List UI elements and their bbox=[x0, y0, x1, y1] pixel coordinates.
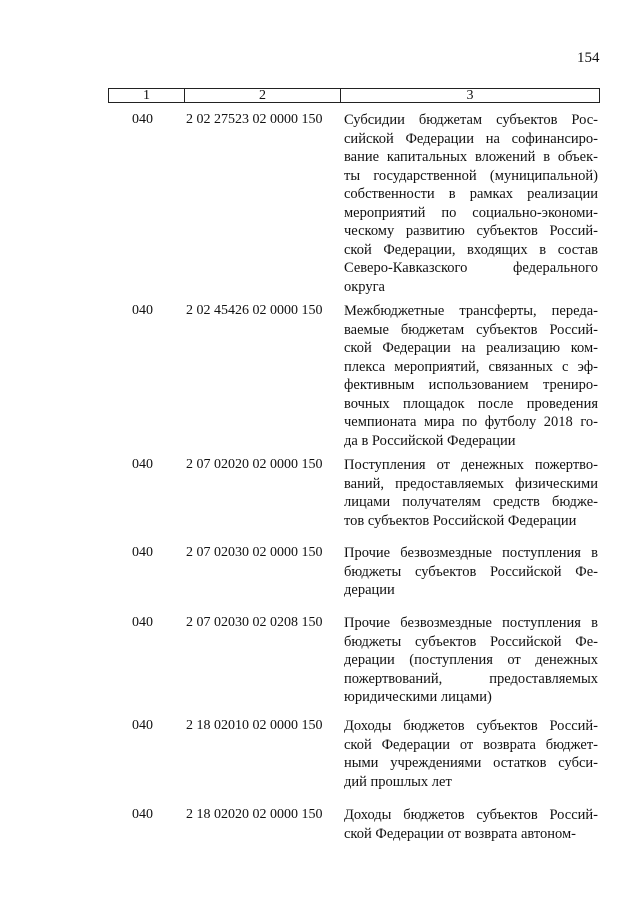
admin-code-cell: 040 bbox=[132, 112, 153, 127]
description-line: ческому развитию субъектов Россий- bbox=[344, 223, 598, 239]
admin-code-cell: 040 bbox=[132, 457, 153, 472]
description-line: Северо-Кавказского федерального bbox=[344, 260, 598, 276]
column-header-2: 2 bbox=[185, 89, 341, 102]
description-line: юридическими лицами) bbox=[344, 689, 492, 705]
description-cell bbox=[344, 456, 598, 530]
description-cell bbox=[344, 717, 598, 791]
description-line: Прочие безвозмездные поступления в bbox=[344, 615, 598, 631]
description-line: округа bbox=[344, 278, 385, 295]
revenue-code-cell: 2 18 02020 02 0000 150 bbox=[186, 807, 323, 822]
revenue-code-cell: 2 07 02030 02 0000 150 bbox=[186, 545, 323, 560]
description-line: да в Российской Федерации bbox=[344, 432, 516, 449]
description-line: бюджеты субъектов Российской Фе- bbox=[344, 563, 598, 580]
description-line: пожертвований, предоставляемых bbox=[344, 670, 598, 687]
description-line: вание капитальных вложений в объек- bbox=[344, 149, 598, 165]
description-line: бюджеты субъектов Российской Фе- bbox=[344, 633, 598, 650]
description-line: дерации (поступления от денежных bbox=[344, 652, 598, 668]
revenue-code-cell: 2 02 45426 02 0000 150 bbox=[186, 303, 323, 318]
description-line: мероприятий по социально-экономи- bbox=[344, 204, 598, 221]
description-line: ской Федерации на реализацию ком- bbox=[344, 340, 598, 356]
revenue-code-cell: 2 07 02030 02 0208 150 bbox=[186, 615, 323, 630]
description-cell bbox=[344, 302, 598, 450]
description-line: фективным использованием трениро- bbox=[344, 377, 598, 393]
description-line: Субсидии бюджетам субъектов Рос- bbox=[344, 112, 598, 128]
description-line: Доходы бюджетов субъектов Россий- bbox=[344, 718, 598, 734]
page-number: 154 bbox=[577, 50, 600, 66]
description-line: дий прошлых лет bbox=[344, 773, 452, 790]
description-line: чемпионата мира по футболу 2018 го- bbox=[344, 414, 598, 430]
description-line: ской Федерации от возврата автоном- bbox=[344, 825, 577, 842]
description-line: ской Федерации от возврата бюджет- bbox=[344, 736, 598, 753]
admin-code-cell: 040 bbox=[132, 718, 153, 733]
column-header-3: 3 bbox=[466, 88, 474, 103]
description-line: тов субъектов Российской Федерации bbox=[344, 512, 577, 529]
description-line: лицами получателям средств бюдже- bbox=[344, 494, 598, 510]
description-line: вочных площадок после проведения bbox=[344, 395, 598, 412]
description-line: Межбюджетные трансферты, переда- bbox=[344, 303, 598, 319]
description-cell bbox=[344, 806, 598, 843]
admin-code-cell: 040 bbox=[132, 303, 153, 318]
description-line: ваний, предоставляемых физическими bbox=[344, 475, 598, 492]
description-cell bbox=[344, 614, 598, 707]
description-line: собственности в рамках реализации bbox=[344, 186, 598, 202]
admin-code-cell: 040 bbox=[132, 615, 153, 630]
description-line: дерации bbox=[344, 582, 395, 598]
revenue-code-cell: 2 07 02020 02 0000 150 bbox=[186, 457, 323, 472]
admin-code-cell: 040 bbox=[132, 807, 153, 822]
description-cell bbox=[344, 544, 598, 600]
revenue-code-cell: 2 02 27523 02 0000 150 bbox=[186, 112, 323, 127]
revenue-code-cell: 2 18 02010 02 0000 150 bbox=[186, 718, 323, 733]
description-cell bbox=[344, 111, 598, 296]
description-line: Поступления от денежных пожертво- bbox=[344, 457, 598, 473]
description-line: Прочие безвозмездные поступления в bbox=[344, 545, 598, 561]
description-line: ваемые бюджетам субъектов Россий- bbox=[344, 321, 598, 338]
description-line: ными учреждениями остатков субси- bbox=[344, 755, 598, 771]
column-header-1: 1 bbox=[109, 89, 185, 102]
description-line: ты государственной (муниципальной) bbox=[344, 167, 598, 184]
description-line: сийской Федерации на софинансиро- bbox=[344, 130, 598, 147]
admin-code-cell: 040 bbox=[132, 545, 153, 560]
description-line: плекса мероприятий, связанных с эф- bbox=[344, 358, 598, 375]
description-line: Доходы бюджетов субъектов Россий- bbox=[344, 807, 598, 823]
description-line: ской Федерации, входящих в состав bbox=[344, 241, 598, 258]
